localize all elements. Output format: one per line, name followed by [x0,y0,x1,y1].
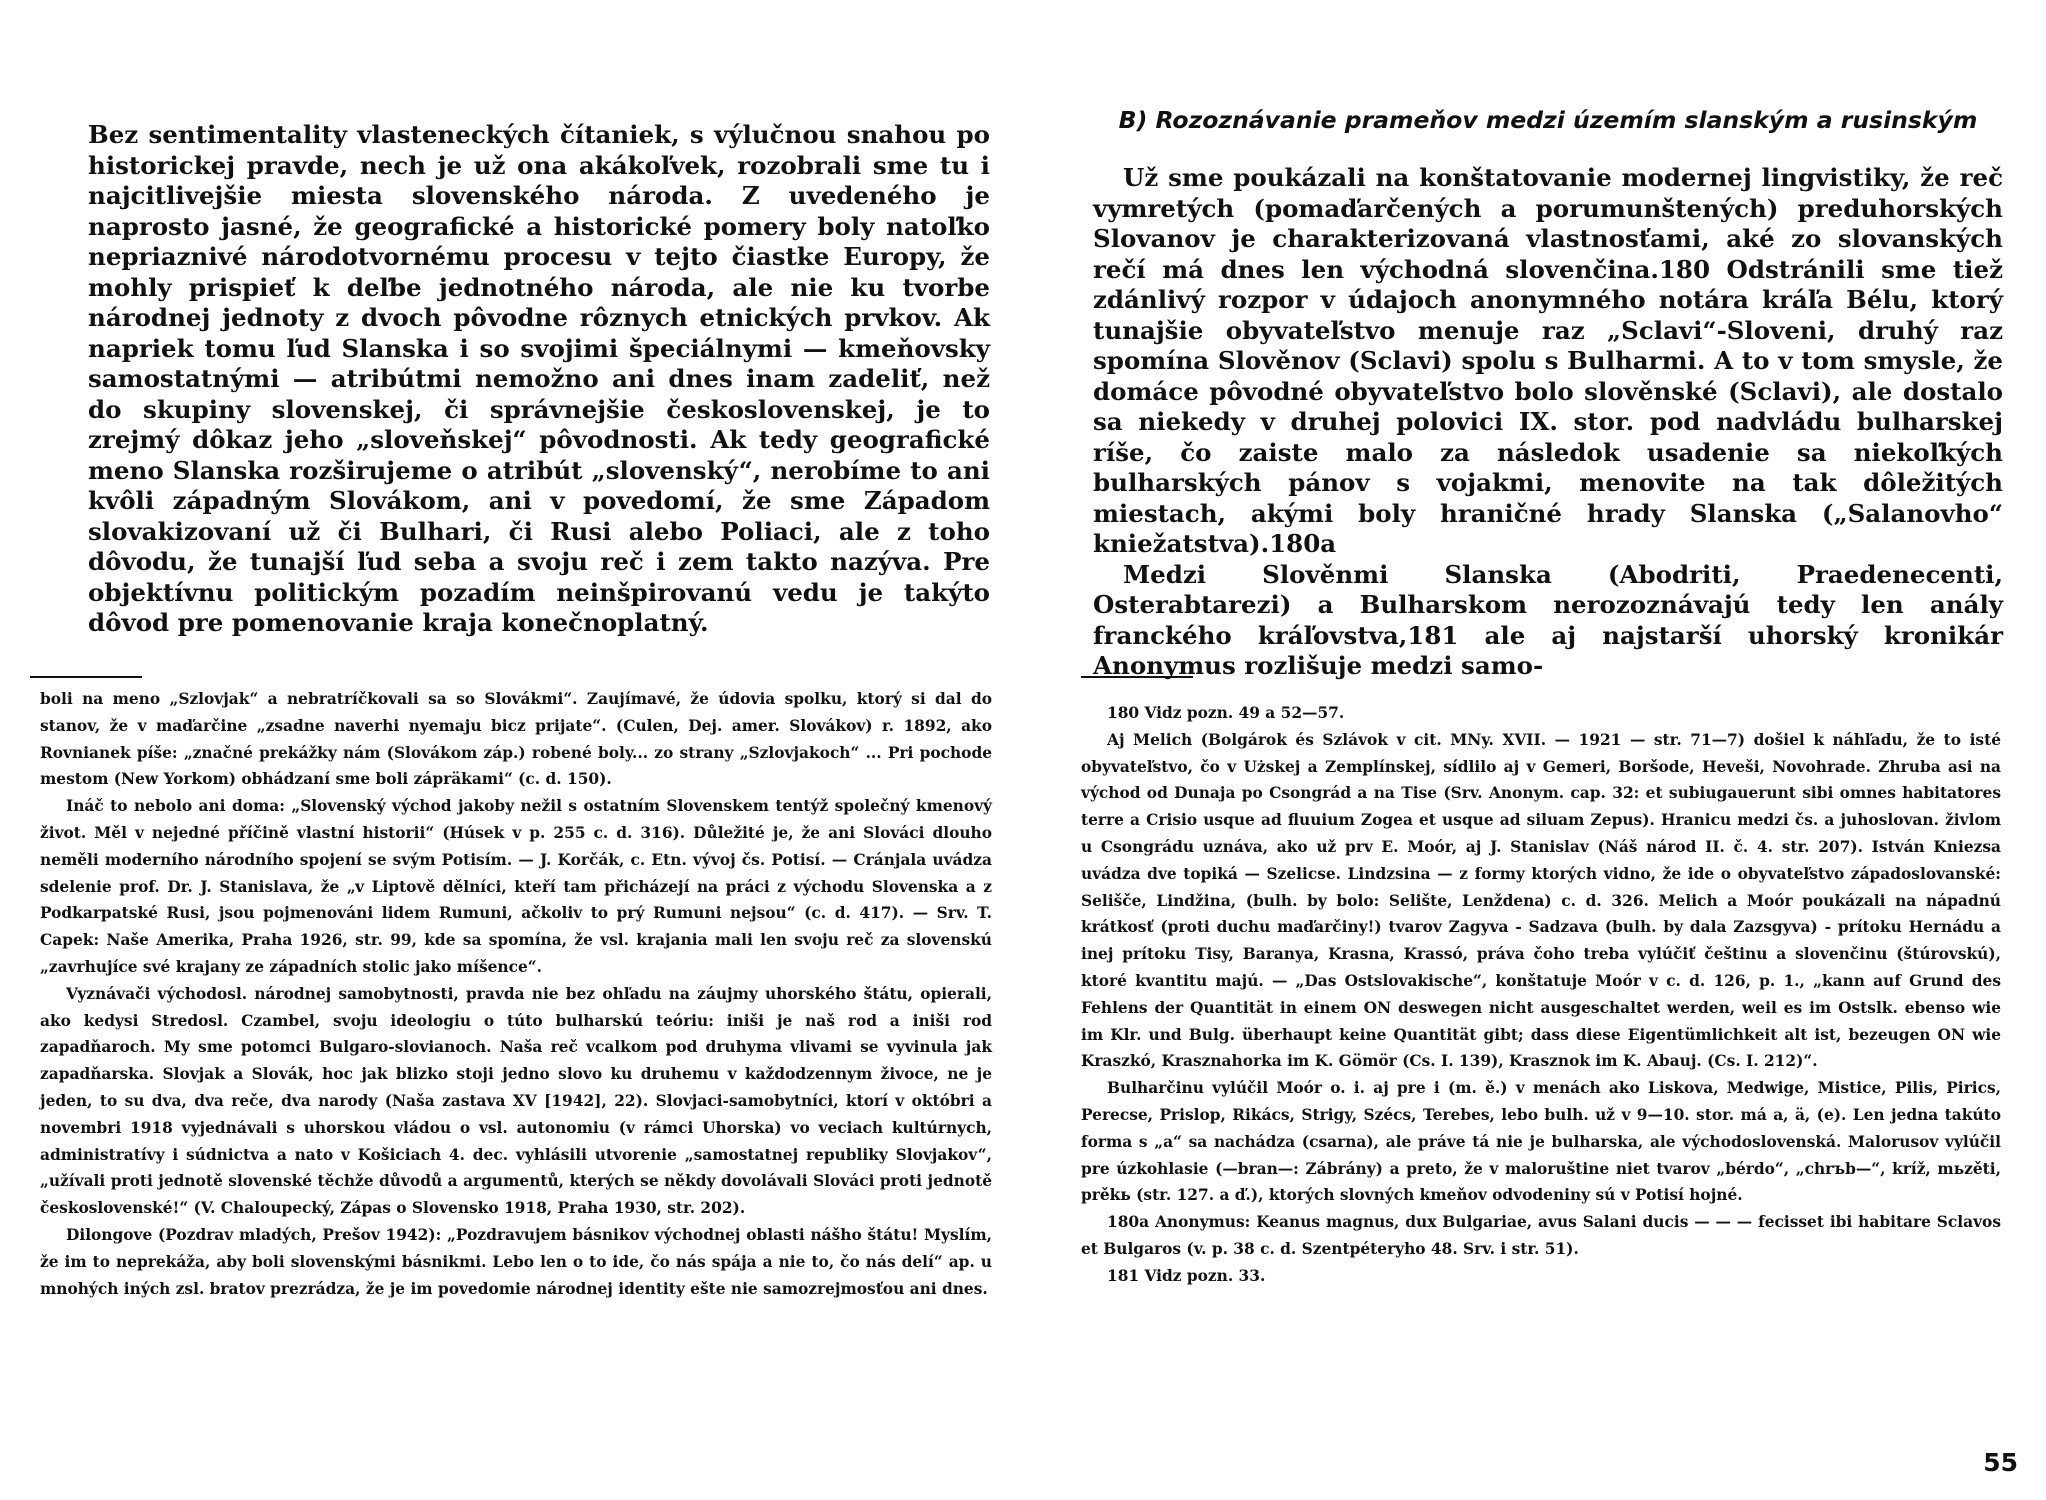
left-footnote-rule [30,676,142,678]
left-footnote-3: Vyznávači východosl. národnej samobytnosti, pravda nie bez ohľadu na záujmy uhorského štátu, opierali, ako kedysi Stredosl. Czambel, svoju ideologiu o túto bulharskú teóriu: iniši je naš rod a iniši rod zapadňaroch. My sme potomci Bulgaro-slovianoch. Naša reč vcalkom pod druhyma vlivami se vyvinula jak zapadňarska. Slovjak a Slovák, hoc jak blizko stoji jedno slovo ku druhemu v každodzennym živoce, ne je jeden, to su dva, dva reče, dva narody (Naša zastava XV [1942], 22). Slovjaci-samobytníci, ktorí v októbri a novembri 1918 vyjednávali s uhorskou vládou o vsl. autonomiu (v rámci Uhorska) vo veciach kultúrnych, administratívy i súdnictva a nato v Košiciach 4. dec. vyhlásili utvorenie „samostatnej republiky Slovjakov“, „užívali proti jednotě slovenské těchže důvodů a argumentů, kterých se někdy dovolávali Slováci proti jednotě československé!“ (V. Chaloupecký, Zápas o Slovensko 1918, Praha 1930, str. 202). [40,984,992,1218]
right-footnote-1: 180 Vidz pozn. 49 a 52—57. [1107,704,1345,722]
page-number: 55 [1983,1448,2018,1477]
right-page [1023,0,2046,1500]
left-footnotes [40,686,992,1302]
right-footnote-2: Aj Melich (Bolgárok és Szlávok v cit. MNy. XVII. — 1921 — str. 71—7) došiel k náhľadu, že to isté obyvateľstvo, čo v Użskej a Zemplínskej, sídlilo aj v Gemeri, Boršode, Heveši, Novohrade. Zhruba asi na východ od Dunaja po Csongrád a na Tise (Srv. Anonym. cap. 32: et subiugauerunt sibi omnes habitatores terre a Crisio usque ad fluuium Zogea et usque ad siluam Zepus). Hranicu medzi čs. a juhoslovan. živlom u Csongrádu uznáva, ako už prv E. Moór, aj J. Stanislav (Náš národ II. č. 4. str. 207). István Kniezsa uvádza dve topiká — Szelicse. Lindzsina — z formy ktorých vidno, že ide o obyvateľstvo západoslovanské: Selišče, Lindžina, (bulh. by bolo: Selište, Lenždena) c. d. 326. Melich a Moór poukázali na nápadnú krátkosť (proti duchu maďarčiny!) tvarov Zagyva - Sadzava (bulh. by dala Zazsgyva) - prítoku Hernádu a inej prítoku Tisy, Baranya, Krasna, Krassó, práva čoho treba vylúčiť češtinu a slovenčinu (štúrovskú), ktoré kvantitu majú. — „Das Ostslovakische“, konštatuje Moór v c. d. 126, p. 1., „kann auf Grund des Fehlens der Quantität in einem ON deswegen nicht ausgeschaltet werden, weil es im Ostslk. ebenso wie im Klr. und Bulg. überhaupt keine Quantität gibt; dass diese Eigentümlichkeit alt ist, bezeugen ON wie Kraszkó, Krasznahorka im K. Gömör (Cs. I. 139), Krasznok im K. Abauj. (Cs. I. 212)“. [1081,730,2001,1071]
right-footnote-rule [1081,676,1193,678]
right-footnotes [1081,700,2001,1290]
right-footnote-5: 181 Vidz pozn. 33. [1107,1266,1266,1285]
left-main-paragraph-1: Bez sentimentality vlasteneckých čítaniek, s výlučnou snahou po historickej pravde, nech je už ona akákoľvek, rozobrali sme tu i najcitlivejšie miesta slovenského národa. Z uvedeného je naprosto jasné, že geografické a historické pomery boly natoľko nepriaznivé národotvornému procesu v tejto čiastke Europy, že mohly prispieť k deľbe jednotného národa, ale nie ku tvorbe národnej jednoty z dvoch pôvodne rôznych etnických prvkov. Ak napriek tomu ľud Slanska i so svojimi špeciálnymi — kmeňovsky samostatnými — atribútmi nemožno ani dnes inam zadeliť, než do skupiny slovenskej, či správnejšie československej, je to zrejmý dôkaz jeho „sloveňskej“ pôvodnosti. Ak tedy geografické meno Slanska rozširujeme o atribút „slovenský“, nerobíme to ani kvôli západným Slovákom, ani v povedomí, že sme Západom slovakizovaní už či Bulhari, či Rusi alebo Poliaci, ale z toho dôvodu, že tunajší ľud seba a svoju reč i zem takto nazýva. Pre objektívnu politickým pozadím neinšpirovanú vedu je takýto dôvod pre pomenovanie kraja konečnoplatný. [88,120,990,637]
left-footnote-4: Dilongove (Pozdrav mladých, Prešov 1942): „Pozdravujem básnikov východnej oblasti nášho štátu! Myslím, že im to neprekáža, aby boli slovenskými básnikmi. Lebo len o to ide, čo nás spája a nie to, čo nás delí“ ap. u mnohých iných zsl. bratov prezrádza, že je im povedomie národnej identity ešte nie samozrejmosťou ani dnes. [40,1225,992,1298]
right-main-paragraph-1: Už sme poukázali na konštatovanie modernej lingvistiky, že reč vymretých (pomaďarčených a porumunštených) preduhorských Slovanov je charakterizovaná vlastnosťami, aké zo slovanských rečí má dnes len východná slovenčina.180 Odstránili sme tiež zdánlivý rozpor v údajoch anonymného notára kráľa Bélu, ktorý tunajšie obyvateľstvo menuje raz „Sclavi“-Sloveni, druhý raz spomína Slověnov (Sclavi) spolu s Bulharmi. A to v tom smysle, že domáce pôvodné obyvateľstvo bolo slověnské (Sclavi), ale dostalo sa niekedy v druhej polovici IX. stor. pod nadvládu bulharskej ríše, čo zaiste malo za následok usadenie sa niekoľkých bulharských pánov s vojakmi, menovite na tak dôležitých miestach, akými boly hraničné hrady Slanska („Salanovho“ kniežatstva).180a [1093,163,2003,558]
right-footnote-3: Bulharčinu vylúčil Moór o. i. aj pre i (m. ě.) v menách ako Liskova, Medwige, Mistice, Pilis, Pirics, Perecse, Prislop, Rikács, Strigy, Szécs, Terebes, lebo bulh. už v 9—10. stor. má a, ä, (e). Len jedna takúto forma s „a“ sa nachádza (csarna), ale práve tá nie je bulharska, ale východoslovenská. Malorusov vylúčil pre úzkohlasie (—bran—: Zábrány) a preto, že v maloruštine niet tvarov „bérdo“, „chrъb—“, kríž, mьzěti, prěkь (str. 127. a ď.), ktorých slovných kmeňov odvodeniny sú v Potisí hojné. [1081,1079,2001,1205]
section-heading: B) Rozoznávanie prameňov medzi územím slanským a rusinským [1118,106,1978,134]
right-main-paragraph-2: Medzi Slověnmi Slanska (Abodriti, Praedenecenti, Osterabtarezi) a Bulharskom nerozoznávajú tedy len anály franckého kráľovstva,181 ale aj najstarší uhorský kronikár Anonymus rozlišuje medzi samo- [1093,559,2003,680]
right-footnote-4: 180a Anonymus: Keanus magnus, dux Bulgariae, avus Salani ducis — — — fecisset ibi habitare Sclavos et Bulgaros (v. p. 38 c. d. Szentpéteryho 48. Srv. i str. 51). [1081,1213,2001,1258]
left-main-text [88,120,990,639]
right-main-text [1093,163,2003,682]
left-footnote-1: boli na meno „Szlovjak“ a nebratríčkovali sa so Slovákmi“. Zaujímavé, že údovia spolku, ktorý si dal do stanov, že v maďarčine „zsadne naverhi nyemaju bicz prijate“. (Culen, Dej. amer. Slovákov) r. 1892, ako Rovnianek píše: „značné prekážky nám (Slovákom záp.) robené boly... zo strany „Szlovjakoch“ ... Pri pochode mestom (New Yorkom) obhádzaní sme boli zápräkami“ (c. d. 150). [40,690,992,789]
left-footnote-2: Ináč to nebolo ani doma: „Slovenský východ jakoby nežil s ostatním Slovenskem tentýž společný kmenový život. Měl v nejedné příčině vlastní historii“ (Húsek v p. 255 c. d. 316). Důležité je, že ani Slováci dlouho neměli moderního národního spojení se svým Potisím. — J. Korčák, c. Etn. vývoj čs. Potisí. — Cránjala uvádza sdelenie prof. Dr. J. Stanislava, že „v Liptově dělníci, kteří tam přicházejí na práci z východu Slovenska a z Podkarpatské Rusi, jsou pojmenováni lidem Rumuni, ačkoliv to prý Rumuni nejsou“ (c. d. 417). — Srv. T. Capek: Naše Amerika, Praha 1926, str. 99, kde sa spomína, že vsl. krajania mali len svoju reč za slovenskú „zavrhujíce své krajany ze západních stolic jako míšence“. [40,797,992,976]
